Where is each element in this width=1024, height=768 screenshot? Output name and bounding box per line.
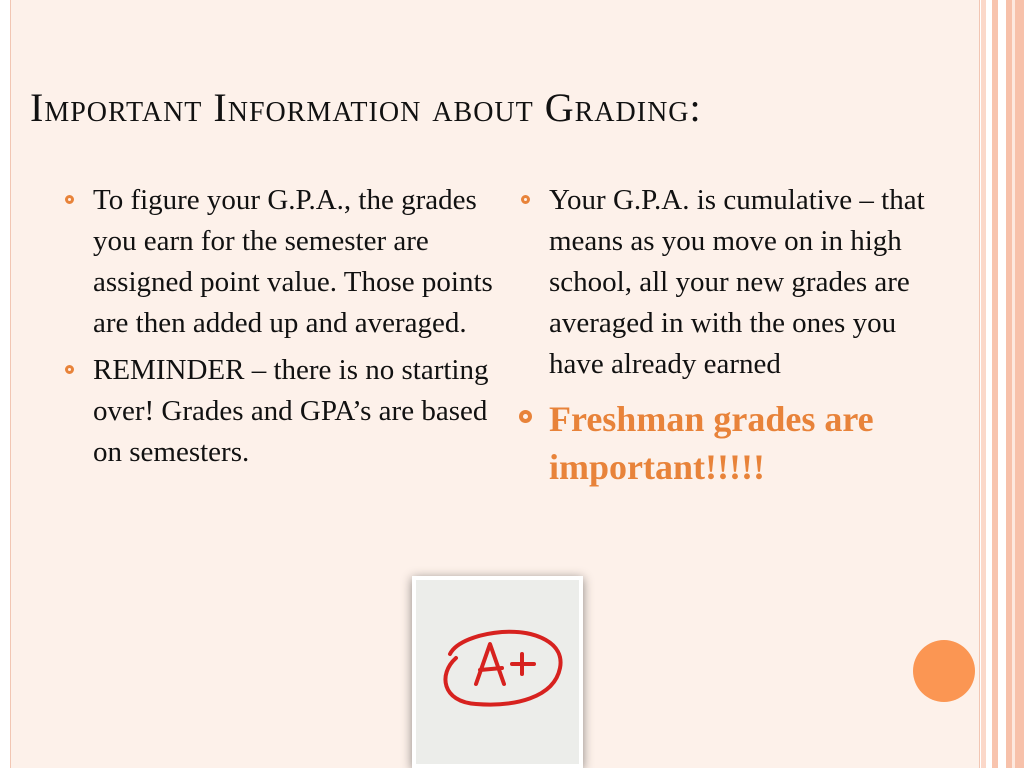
left-column <box>60 180 500 479</box>
ring-bullet-icon <box>519 410 532 423</box>
emphasis-text: Freshman grades are important!!!!! <box>549 399 874 487</box>
right-column <box>516 180 956 497</box>
slide-title: Important Information about Grading: <box>30 85 702 130</box>
grade-image <box>416 580 579 764</box>
side-stripe <box>981 0 986 768</box>
bullet-item <box>60 180 500 344</box>
side-stripe <box>992 0 998 768</box>
ring-bullet-icon <box>65 365 74 374</box>
bullet-text: To figure your G.P.A., the grades you earn for the semester are assigned point value. Those points are then added up and averaged. <box>93 184 493 339</box>
decorative-circle <box>913 640 975 702</box>
bullet-item <box>60 350 500 473</box>
bullet-text: Your G.P.A. is cumulative – that means as you move on in high school, all your new grades are averaged in with the ones you have already earned <box>549 184 925 380</box>
ring-bullet-icon <box>65 195 74 204</box>
bullet-text: REMINDER – there is no starting over! Grades and GPA’s are based on semesters. <box>93 354 489 468</box>
a-plus-grade-icon <box>416 580 579 764</box>
side-stripe <box>1006 0 1024 768</box>
ring-bullet-icon <box>521 195 530 204</box>
bullet-item <box>516 180 956 385</box>
side-stripe-highlight <box>1012 0 1015 768</box>
emphasis-bullet-item <box>516 395 956 491</box>
